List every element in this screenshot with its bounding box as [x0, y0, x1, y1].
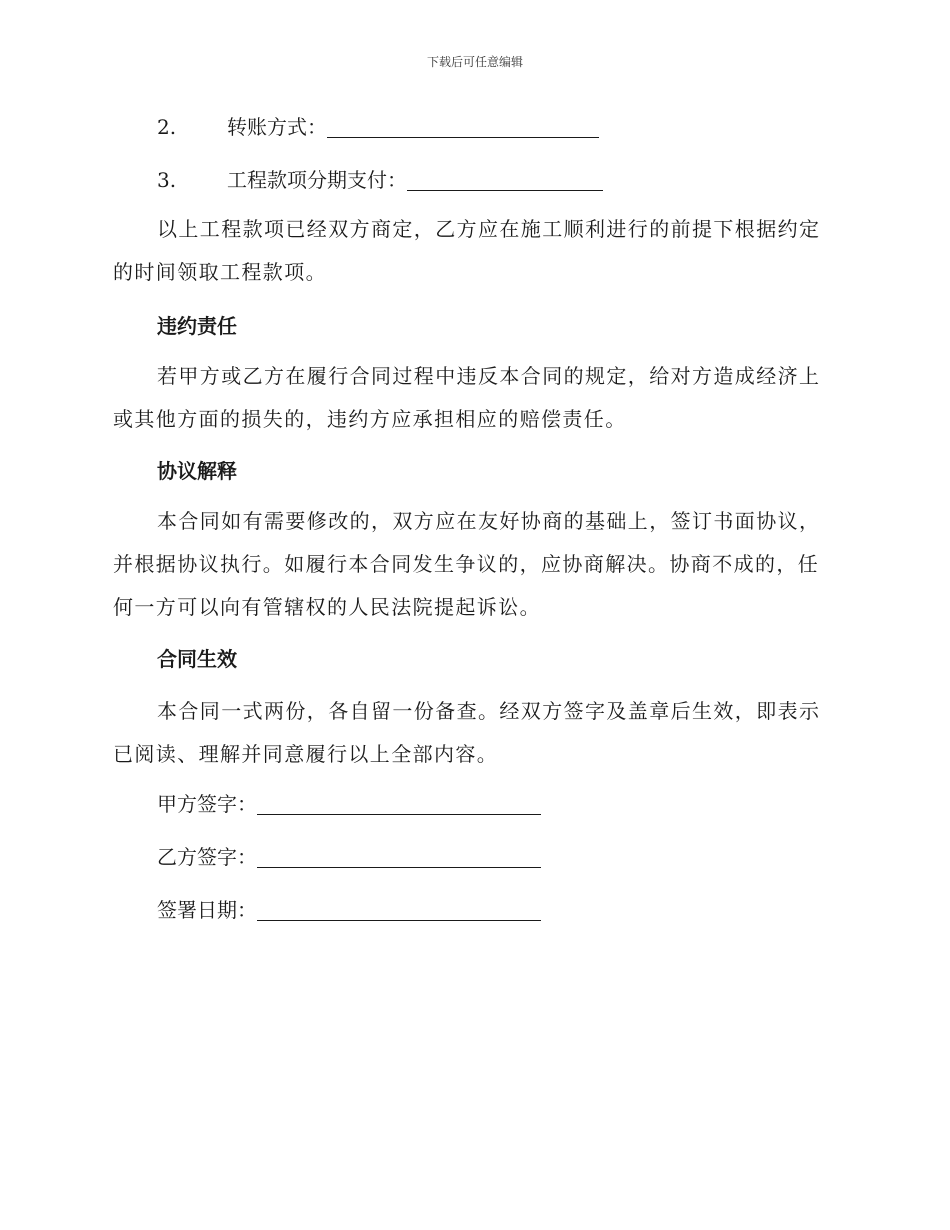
signature-date	[157, 897, 877, 923]
effect-paragraph: 本合同一式两份，各自留一份备查。经双方签字及盖章后生效，即表示已阅读、理解并同意履行以上全部内容。	[113, 699, 821, 766]
breach-paragraph: 若甲方或乙方在履行合同过程中违反本合同的规定，给对方造成经济上或其他方面的损失的，违约方应承担相应的赔偿责任。	[113, 364, 821, 431]
transfer-method-blank[interactable]	[327, 117, 599, 138]
signature-party-b	[157, 844, 877, 870]
signature-party-a	[157, 791, 877, 817]
item-label: 转账方式：	[227, 115, 327, 139]
section-title-effect: 合同生效	[157, 647, 237, 671]
item-label: 工程款项分期支付：	[227, 168, 407, 192]
item-number: 3.	[157, 168, 177, 192]
payment-paragraph: 以上工程款项已经双方商定，乙方应在施工顺利进行的前提下根据约定的时间领取工程款项。	[113, 217, 821, 284]
party-b-signature-blank[interactable]	[257, 847, 541, 868]
installment-blank[interactable]	[407, 170, 603, 191]
item-installment	[157, 167, 877, 193]
signature-label: 签署日期：	[157, 898, 257, 922]
date-blank[interactable]	[257, 900, 541, 921]
item-transfer-method	[157, 114, 877, 140]
signature-label: 乙方签字：	[157, 845, 257, 869]
interpretation-paragraph: 本合同如有需要修改的，双方应在友好协商的基础上，签订书面协议，并根据协议执行。如履行本合同发生争议的，应协商解决。协商不成的，任何一方可以向有管辖权的人民法院提起诉讼。	[113, 509, 821, 619]
section-title-breach: 违约责任	[157, 314, 237, 338]
item-number: 2.	[157, 115, 177, 139]
section-title-interpretation: 协议解释	[157, 459, 237, 483]
party-a-signature-blank[interactable]	[257, 794, 541, 815]
page-header: 下载后可任意编辑	[426, 55, 523, 69]
signature-label: 甲方签字：	[157, 792, 257, 816]
